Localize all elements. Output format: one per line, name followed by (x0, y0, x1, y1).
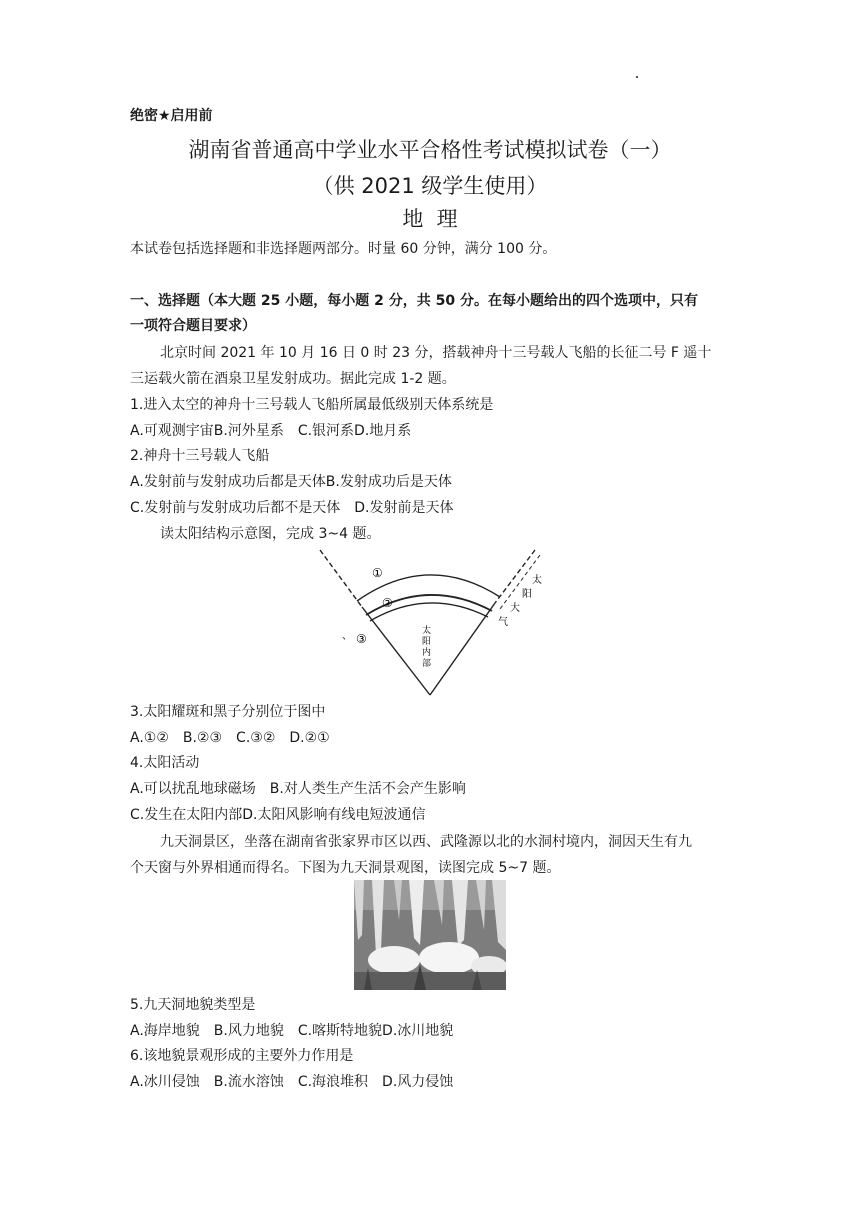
question-3-options: A.①② B.②③ C.③② D.②① (130, 730, 330, 746)
svg-text:、: 、 (342, 631, 352, 642)
inner-label-3: 内 (422, 648, 432, 658)
section-heading-line1: 一、选择题（本大题 25 小题，每小题 2 分，共 50 分。在每小题给出的四个选项中，只有 (130, 293, 698, 309)
question-1-options: A.可观测宇宙B.河外星系 C.银河系D.地月系 (130, 423, 412, 439)
label-2: ② (382, 596, 393, 610)
question-5-options: A.海岸地貌 B.风力地貌 C.喀斯特地貌D.冰川地貌 (130, 1023, 454, 1039)
question-2-options-2: C.发射前与发射成功后都不是天体 D.发射前是天体 (130, 500, 454, 516)
inner-label-4: 部 (422, 659, 432, 669)
question-2-options-1: A.发射前与发射成功后都是天体B.发射成功后是天体 (130, 474, 452, 490)
question-4: 4.太阳活动 (130, 755, 200, 771)
stem-1-line2: 三运载火箭在酒泉卫星发射成功。据此完成 1-2 题。 (130, 371, 456, 387)
scan-dot (636, 76, 638, 78)
question-6-options: A.冰川侵蚀 B.流水溶蚀 C.海浪堆积 D.风力侵蚀 (130, 1074, 454, 1090)
label-1: ① (372, 566, 383, 580)
section-heading-line2: 一项符合题目要求） (130, 318, 256, 334)
label-3: ③ (356, 632, 367, 646)
stem-2: 读太阳结构示意图，完成 3~4 题。 (160, 526, 381, 542)
inner-label-1: 太 (422, 626, 432, 636)
atmos-label-1: 太 (532, 575, 542, 586)
exam-intro: 本试卷包括选择题和非选择题两部分。时量 60 分钟，满分 100 分。 (130, 241, 557, 257)
question-5: 5.九天洞地貌类型是 (130, 997, 256, 1013)
atmos-label-4: 气 (498, 617, 508, 628)
question-1: 1.进入太空的神舟十三号载人飞船所属最低级别天体系统是 (130, 397, 494, 413)
question-3: 3.太阳耀斑和黑子分别位于图中 (130, 704, 326, 720)
inner-label-2: 阳 (422, 637, 432, 647)
stem-3-line1: 九天洞景区，坐落在湖南省张家界市区以西、武隆源以北的水洞村境内，洞因天生有九 (160, 834, 692, 850)
atmos-label-3: 大 (510, 603, 520, 614)
subject-title: 地 理 (402, 207, 458, 231)
question-2: 2.神舟十三号载人飞船 (130, 448, 270, 464)
cave-photo (354, 880, 506, 990)
question-4-options-1: A.可以扰乱地球磁场 B.对人类生产生活不会产生影响 (130, 781, 466, 797)
sun-structure-diagram (300, 545, 560, 705)
stem-1-line1: 北京时间 2021 年 10 月 16 日 0 时 23 分，搭载神舟十三号载人飞船的长征二号 F 遥十 (160, 345, 712, 361)
question-6: 6.该地貌景观形成的主要外力作用是 (130, 1048, 354, 1064)
stem-3-line2: 个天窗与外界相通而得名。下图为九天洞景观图，读图完成 5~7 题。 (130, 860, 561, 876)
question-4-options-2: C.发生在太阳内部D.太阳风影响有线电短波通信 (130, 807, 426, 823)
exam-title: 湖南省普通高中学业水平合格性考试模拟试卷（一） (188, 138, 672, 162)
exam-subtitle: （供 2021 级学生使用） (312, 174, 548, 198)
atmos-label-2: 阳 (522, 589, 532, 600)
secret-label: 绝密★启用前 (130, 108, 213, 124)
